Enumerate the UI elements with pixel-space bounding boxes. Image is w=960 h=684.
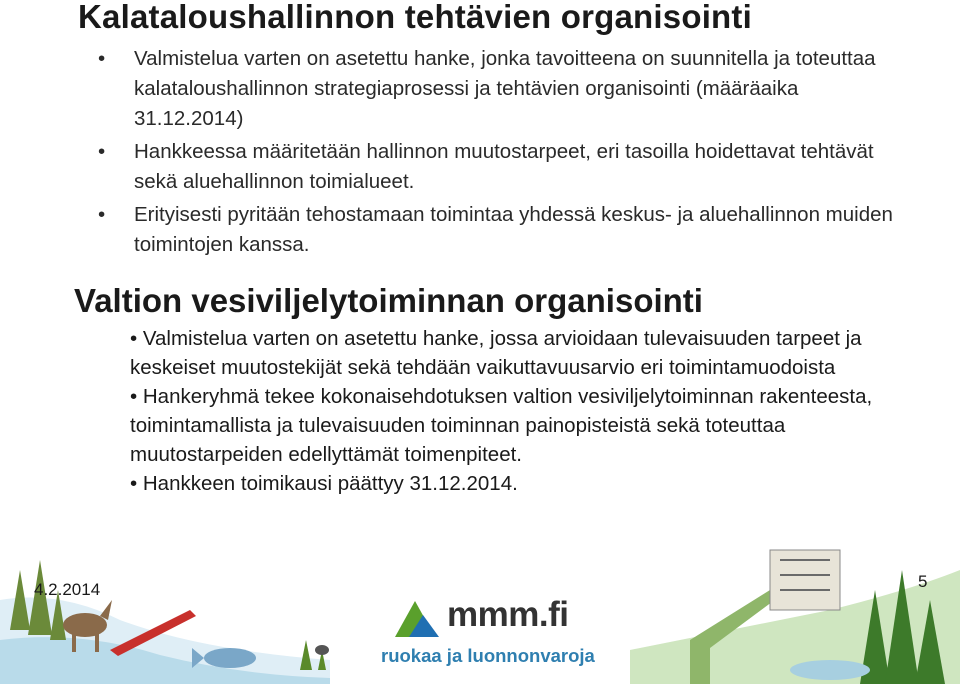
- bullet-icon: •: [98, 140, 106, 163]
- bullet-list-1: [98, 44, 898, 263]
- slide-title-1: Kalataloushallinnon tehtävien organisointi: [78, 0, 752, 35]
- list-item: • Hankkeessa määritetään hallinnon muutostarpeet, eri tasoilla hoidettavat tehtävät sekä aluehallinnon toimialueet.: [98, 137, 898, 197]
- list-item: • Valmistelua varten on asetettu hanke, jossa arvioidaan tulevaisuuden tarpeet ja keskeiset muutostekijät sekä tehdään vaikuttavuusarvio eri toimintamuodoista: [130, 327, 862, 379]
- nature-illustration-right: [630, 530, 960, 684]
- list-item: • Hankeryhmä tekee kokonaisehdotuksen valtion vesiviljelytoiminnan rakenteesta, toimintamallista ja tulevaisuuden toiminnan painopisteistä sekä toteuttaa muutostarpeiden edellyttämät toimenpiteet.: [130, 385, 873, 466]
- page-number: 5: [918, 572, 928, 591]
- list-item: • Erityisesti pyritään tehostamaan toimintaa yhdessä keskus- ja aluehallinnon muiden toimintojen kanssa.: [98, 200, 898, 260]
- bullet-list-2: [130, 324, 930, 498]
- nature-illustration-left: [0, 530, 330, 684]
- list-item: • Valmistelua varten on asetettu hanke, jonka tavoitteena on suunnitella ja toteuttaa kalataloushallinnon strategiaprosessi ja tehtävien organisointi (määräaika 31.12.2014): [98, 44, 898, 134]
- mmm-logo[interactable]: [381, 595, 595, 675]
- logo-tagline: ruokaa ja luonnonvaroja: [381, 645, 595, 666]
- bullet-icon: •: [98, 203, 106, 226]
- mountain-logo-icon: [395, 597, 441, 639]
- footer-date: 4.2.2014: [34, 580, 101, 599]
- bullet-icon: •: [98, 47, 106, 70]
- slide-title-2: Valtion vesiviljelytoiminnan organisointi: [74, 282, 703, 319]
- list-item: • Hankkeen toimikausi päättyy 31.12.2014.: [130, 472, 518, 495]
- logo-text: mmm.fi: [447, 595, 569, 634]
